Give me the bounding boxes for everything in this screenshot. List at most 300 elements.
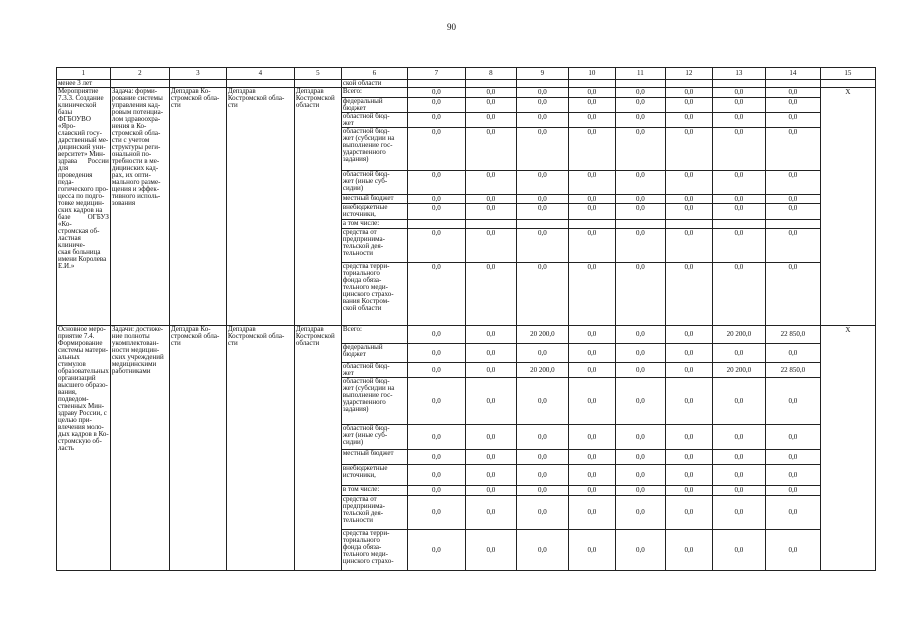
block1-value xyxy=(615,220,665,229)
block1-value xyxy=(712,113,765,128)
block1-value xyxy=(615,88,665,98)
block2-source-label-text: областной бюд- жет xyxy=(342,362,390,377)
block1-source-label xyxy=(341,229,407,263)
budget-table xyxy=(56,67,876,571)
block1-source-label xyxy=(341,204,407,220)
block2-value xyxy=(568,344,615,363)
block1-value xyxy=(712,171,765,195)
block2-value-text: 0,0 xyxy=(587,330,597,338)
block2-source-label-text: Всего: xyxy=(342,325,362,333)
block1-source-label xyxy=(341,171,407,195)
block1-value xyxy=(615,195,665,204)
block2-value xyxy=(516,496,568,530)
block1-value xyxy=(407,98,465,113)
block2-value xyxy=(665,496,712,530)
header-col-9 xyxy=(516,68,568,80)
block1-col3-text: Депздрав Ко- стромской обла- сти xyxy=(170,87,220,109)
continuation-cell-12 xyxy=(665,80,712,88)
page-number: 90 xyxy=(447,22,456,32)
block2-value-text: 0,0 xyxy=(684,330,694,338)
block2-source-label-text: внебюджетные источники, xyxy=(342,464,388,479)
block1-value xyxy=(615,229,665,263)
block2-value-text: 0,0 xyxy=(587,470,597,479)
block2-value-text: 0,0 xyxy=(486,486,496,494)
block2-value-text: 0,0 xyxy=(587,432,597,441)
block1-value-text: 0,0 xyxy=(788,128,798,136)
block1-col2-text: Задача: форми- рование системы управления кад- ровым потенциа- лом здравоохра- нения в Ко- стромской обла- сти с учетом структуры реги- ональной по- требности в ме- дицинских кад- рах, их опти- мального разме- щения и эффек- тивного исполь- зования xyxy=(111,87,164,207)
block2-value-text: 0,0 xyxy=(486,470,496,479)
block2-col1 xyxy=(57,326,111,571)
block2-value-text: 0,0 xyxy=(734,452,744,461)
continuation-cell-9 xyxy=(516,80,568,88)
block2-value-text: 0,0 xyxy=(788,396,798,405)
header-col-3-text: 3 xyxy=(196,69,200,77)
continuation-row xyxy=(57,80,876,88)
block2-value-text: 0,0 xyxy=(635,348,645,357)
block1-value xyxy=(516,113,568,128)
block2-value xyxy=(665,450,712,465)
block1-value xyxy=(665,263,712,326)
block1-value-text: 0,0 xyxy=(684,263,694,271)
block2-value-text: 0,0 xyxy=(788,545,798,554)
block1-value xyxy=(516,229,568,263)
block2-value xyxy=(712,425,765,450)
block1-value xyxy=(765,263,820,326)
header-col-3 xyxy=(169,68,226,80)
block1-value xyxy=(568,113,615,128)
block2-value xyxy=(568,450,615,465)
block2-col4-text: Депздрав Костромской обла- сти xyxy=(227,325,285,347)
block1-value xyxy=(568,229,615,263)
block1-value xyxy=(407,88,465,98)
block2-value xyxy=(465,425,516,450)
block2-value-text: 0,0 xyxy=(635,365,645,374)
block2-value xyxy=(568,326,615,344)
block1-value-text: 0,0 xyxy=(635,171,645,179)
block2-value xyxy=(765,450,820,465)
block1-value-text: 0,0 xyxy=(684,113,694,121)
block2-col2 xyxy=(110,326,169,571)
block1-source-label xyxy=(341,128,407,171)
block2-value xyxy=(568,378,615,425)
block1-value-text: 0,0 xyxy=(635,88,645,96)
header-col-2 xyxy=(110,68,169,80)
continuation-cell-10 xyxy=(568,80,615,88)
header-col-9-text: 9 xyxy=(540,69,545,77)
block2-col3-text: Депздрав Ко- стромской обла- сти xyxy=(170,325,220,347)
block2-value xyxy=(712,465,765,486)
block1-value xyxy=(712,204,765,220)
block1-value-text: 0,0 xyxy=(788,171,798,179)
block1-value xyxy=(765,171,820,195)
block2-source-label-text: в том числе: xyxy=(342,485,380,493)
block2-source-label xyxy=(341,486,407,496)
block2-value-text: 20 200,0 xyxy=(530,330,555,338)
block1-value-text: 0,0 xyxy=(486,263,496,271)
block2-value-text: 0,0 xyxy=(431,508,441,516)
block2-value xyxy=(765,486,820,496)
block1-value xyxy=(615,98,665,113)
block1-value xyxy=(465,88,516,98)
block2-value xyxy=(712,344,765,363)
block2-value-text: 0,0 xyxy=(734,396,744,405)
block2-value xyxy=(516,363,568,378)
block1-value-text: 0,0 xyxy=(788,98,798,106)
block1-source-label-text: Всего: xyxy=(342,87,362,95)
block2-value-text: 0,0 xyxy=(537,508,547,516)
block2-value xyxy=(568,465,615,486)
block2-col15-text: Х xyxy=(845,326,851,334)
block2-col1-text: Основное меро- приятие 7.4. Формирование системы матери- альных стимулов образовательных организаций высшего образо- вания, подведом- ственных Мин- здраву России, с целью при- влечения моло- дых кадров в Ко- стромскую об- ласть xyxy=(58,325,109,452)
block2-value xyxy=(407,326,465,344)
header-col-15-text: 15 xyxy=(844,69,852,77)
block1-value-text: 0,0 xyxy=(587,204,597,212)
block2-value xyxy=(665,465,712,486)
block1-value-text: 0,0 xyxy=(537,128,547,136)
block2-value-text: 0,0 xyxy=(486,432,496,441)
block2-value-text: 0,0 xyxy=(788,452,798,461)
block1-value xyxy=(765,220,820,229)
block2-value xyxy=(765,344,820,363)
block1-value xyxy=(615,128,665,171)
block1-value xyxy=(568,204,615,220)
block2-value-text: 0,0 xyxy=(587,396,597,405)
header-col-4 xyxy=(226,68,294,80)
block1-value-text: 0,0 xyxy=(788,204,798,212)
block1-value xyxy=(712,128,765,171)
block1-value-text: 0,0 xyxy=(684,98,694,106)
block2-value xyxy=(712,378,765,425)
block2-col5 xyxy=(294,326,341,571)
header-col-13 xyxy=(712,68,765,80)
block2-value xyxy=(665,425,712,450)
block2-value-text: 0,0 xyxy=(431,432,441,441)
block2-value xyxy=(712,496,765,530)
block2-value-text: 22 850,0 xyxy=(780,330,806,338)
block1-value-text: 0,0 xyxy=(486,88,496,96)
block2-value-text: 0,0 xyxy=(684,452,694,461)
block2-value-text: 0,0 xyxy=(635,396,645,405)
block1-value-text: 0,0 xyxy=(486,171,496,179)
block1-value xyxy=(465,195,516,204)
block1-source-label xyxy=(341,220,407,229)
block1-value-text: 0,0 xyxy=(734,263,744,271)
block1-value-text: 0,0 xyxy=(587,98,597,106)
block2-value xyxy=(665,378,712,425)
block1-value xyxy=(568,195,615,204)
block2-value xyxy=(407,363,465,378)
continuation-cell-8 xyxy=(465,80,516,88)
block2-value-text: 0,0 xyxy=(431,545,441,554)
block1-value xyxy=(665,220,712,229)
block2-source-label xyxy=(341,450,407,465)
block2-value-text: 0,0 xyxy=(431,348,441,357)
block1-col1-text: Мероприятие 7.3.3. Создание клинической базы ФГБОУВО «Яро- славский госу- дарственный ме- дицинский уни- верситет» Мин- здрава России для проведения педа- гогического про- цесса по подго- товке медицин- ских кадров на базе ОГБУЗ «Ко- стромская об- ластная клиниче- ская больница имени Королева Е.И.» xyxy=(58,87,109,270)
block1-value-text: 0,0 xyxy=(635,195,645,203)
block1-value-text: 0,0 xyxy=(537,229,547,237)
block1-value xyxy=(615,204,665,220)
block2-value xyxy=(712,363,765,378)
block2-value-text: 0,0 xyxy=(788,508,798,516)
block2-value xyxy=(407,425,465,450)
block2-value-text: 0,0 xyxy=(635,508,645,516)
header-col-14-text: 14 xyxy=(789,69,797,77)
block1-value-text: 0,0 xyxy=(431,204,441,212)
block1-col2 xyxy=(110,88,169,326)
block1-value xyxy=(465,263,516,326)
block1-value-text: 0,0 xyxy=(486,98,496,106)
block2-value xyxy=(516,326,568,344)
block1-value-text: 0,0 xyxy=(431,171,441,179)
block2-value xyxy=(465,363,516,378)
block2-value-text: 0,0 xyxy=(486,330,496,338)
block1-source-label-text: областной бюд- жет (субсидии на выполнение гос- ударственного задания) xyxy=(342,127,395,163)
block2-source-label xyxy=(341,496,407,530)
block1-value-text: 0,0 xyxy=(537,171,547,179)
block1-value-text: 0,0 xyxy=(587,113,597,121)
block2-value xyxy=(465,326,516,344)
block2-value-text: 0,0 xyxy=(431,452,441,461)
block1-source-label xyxy=(341,263,407,326)
block1-value-text: 0,0 xyxy=(635,229,645,237)
block1-value-text: 0,0 xyxy=(537,195,547,203)
block2-col4 xyxy=(226,326,294,571)
block2-value xyxy=(568,486,615,496)
header-col-5 xyxy=(294,68,341,80)
block1-value xyxy=(465,98,516,113)
block1-value xyxy=(568,171,615,195)
block1-source-label-text: местный бюджет xyxy=(342,194,394,202)
block1-value-text: 0,0 xyxy=(734,204,744,212)
block2-value xyxy=(665,344,712,363)
block2-value-text: 0,0 xyxy=(635,470,645,479)
block2-value xyxy=(765,425,820,450)
block1-value-text: 0,0 xyxy=(486,128,496,136)
block2-source-label xyxy=(341,465,407,486)
block1-col5 xyxy=(294,88,341,326)
header-col-10 xyxy=(568,68,615,80)
block1-value-text: 0,0 xyxy=(684,171,694,179)
block1-value xyxy=(712,229,765,263)
header-col-8-text: 8 xyxy=(489,69,493,77)
block1-value-text: 0,0 xyxy=(684,195,694,203)
continuation-cell-14 xyxy=(765,80,820,88)
block2-value xyxy=(407,496,465,530)
block1-value xyxy=(615,171,665,195)
block1-value-text: 0,0 xyxy=(788,229,798,237)
block1-value xyxy=(765,128,820,171)
block1-value xyxy=(516,263,568,326)
header-col-14 xyxy=(765,68,820,80)
block1-value-text: 0,0 xyxy=(587,171,597,179)
block1-value xyxy=(516,195,568,204)
block2-value xyxy=(465,378,516,425)
block2-value-text: 0,0 xyxy=(635,452,645,461)
block1-value-text: 0,0 xyxy=(734,195,744,203)
block2-value xyxy=(407,465,465,486)
block1-value xyxy=(465,171,516,195)
block1-value xyxy=(568,263,615,326)
block1-value-text: 0,0 xyxy=(635,98,645,106)
header-col-12-text: 12 xyxy=(685,69,693,77)
block2-value xyxy=(516,425,568,450)
block1-value-text: 0,0 xyxy=(587,88,597,96)
block2-value xyxy=(615,326,665,344)
block2-value xyxy=(765,465,820,486)
block2-value xyxy=(516,344,568,363)
block1-value-text: 0,0 xyxy=(587,263,597,271)
block1-value xyxy=(765,195,820,204)
block1-value xyxy=(712,88,765,98)
block2-value-text: 0,0 xyxy=(486,348,496,357)
block2-value xyxy=(665,326,712,344)
header-col-2-text: 2 xyxy=(138,69,142,77)
block2-value xyxy=(465,530,516,571)
block2-value xyxy=(615,496,665,530)
block2-value xyxy=(765,363,820,378)
block1-value-text: 0,0 xyxy=(537,263,547,271)
header-col-11-text: 11 xyxy=(636,69,644,77)
block2-value xyxy=(516,486,568,496)
block2-value-text: 0,0 xyxy=(486,365,496,374)
block1-value-text: 0,0 xyxy=(734,88,744,96)
block2-value xyxy=(568,363,615,378)
block2-value xyxy=(712,530,765,571)
block2-value-text: 0,0 xyxy=(684,486,694,494)
block1-source-label xyxy=(341,195,407,204)
block2-value-text: 0,0 xyxy=(587,365,597,374)
continuation-cell-3 xyxy=(169,80,226,88)
block2-value-text: 0,0 xyxy=(684,545,694,554)
block2-value xyxy=(516,465,568,486)
block2-value xyxy=(665,530,712,571)
block2-value xyxy=(615,465,665,486)
block2-source-label xyxy=(341,378,407,425)
continuation-cell-11 xyxy=(615,80,665,88)
block2-col15 xyxy=(820,326,875,571)
block1-value-text: 0,0 xyxy=(635,128,645,136)
header-col-7 xyxy=(407,68,465,80)
header-col-4-text: 4 xyxy=(258,69,263,77)
block2-value-text: 0,0 xyxy=(431,486,441,494)
header-col-1-text: 1 xyxy=(81,69,86,77)
block1-value-text: 0,0 xyxy=(486,204,496,212)
block2-value-text: 0,0 xyxy=(684,508,694,516)
block1-value-text: 0,0 xyxy=(788,195,798,203)
block1-value xyxy=(568,88,615,98)
header-col-10-text: 10 xyxy=(588,69,596,77)
block2-value-text: 0,0 xyxy=(734,470,744,479)
block2-source-label-text: средства терри- ториального фонда обяза- тельного меди- цинского страхо- xyxy=(342,529,394,565)
block1-source-label-text: областной бюд- жет (иные суб- сидии) xyxy=(342,170,390,192)
block2-source-label-text: федеральный бюджет xyxy=(342,343,383,358)
block2-value-text: 0,0 xyxy=(431,330,441,338)
block1-value xyxy=(516,204,568,220)
continuation-cell-15 xyxy=(820,80,875,88)
block2-source-label xyxy=(341,530,407,571)
block2-value-text: 0,0 xyxy=(788,486,798,494)
block2-value xyxy=(615,344,665,363)
block1-value xyxy=(407,195,465,204)
block1-source-label xyxy=(341,113,407,128)
block1-value xyxy=(465,204,516,220)
block1-value xyxy=(665,113,712,128)
block2-value xyxy=(407,486,465,496)
block2-value-text: 0,0 xyxy=(537,348,547,357)
block1-value-text: 0,0 xyxy=(734,128,744,136)
block1-value xyxy=(407,113,465,128)
block2-value-text: 0,0 xyxy=(635,486,645,494)
block2-value xyxy=(712,326,765,344)
block1-col1 xyxy=(57,88,111,326)
block1-value-text: 0,0 xyxy=(684,204,694,212)
block1-source-label-text: областной бюд- жет xyxy=(342,112,390,127)
block2-value xyxy=(407,378,465,425)
header-col-15 xyxy=(820,68,875,80)
block2-value xyxy=(516,378,568,425)
block2-value xyxy=(465,450,516,465)
block1-value-text: 0,0 xyxy=(635,204,645,212)
block2-value-text: 0,0 xyxy=(734,486,744,494)
block1-value xyxy=(465,220,516,229)
block2-value xyxy=(765,530,820,571)
block1-source-label-text: а том числе: xyxy=(342,219,380,227)
header-row xyxy=(57,68,876,80)
block2-value xyxy=(615,450,665,465)
block2-value xyxy=(465,486,516,496)
block2-value-text: 0,0 xyxy=(486,508,496,516)
continuation-cell-1 xyxy=(57,80,111,88)
continuation-cell-13 xyxy=(712,80,765,88)
block1-value xyxy=(407,229,465,263)
block2-value xyxy=(568,425,615,450)
block1-value-text: 0,0 xyxy=(587,195,597,203)
block1-value-text: 0,0 xyxy=(587,128,597,136)
block1-value xyxy=(765,229,820,263)
continuation-cell-2 xyxy=(110,80,169,88)
header-col-6 xyxy=(341,68,407,80)
block1-source-label xyxy=(341,88,407,98)
block1-value-text: 0,0 xyxy=(684,229,694,237)
block2-value xyxy=(665,486,712,496)
block1-source-label-text: средства от предпринима- тельской дея- тельности xyxy=(342,228,385,257)
block2-value xyxy=(407,344,465,363)
block1-value xyxy=(568,98,615,113)
block1-source-label xyxy=(341,98,407,113)
block2-value xyxy=(712,486,765,496)
block1-value xyxy=(712,195,765,204)
block2-value-text: 0,0 xyxy=(537,432,547,441)
block2-value-text: 0,0 xyxy=(684,396,694,405)
block2-value-text: 0,0 xyxy=(431,396,441,405)
block1-col3 xyxy=(169,88,226,326)
block1-value-text: 0,0 xyxy=(734,98,744,106)
block2-value-text: 0,0 xyxy=(537,396,547,405)
block2-col3 xyxy=(169,326,226,571)
block1-col5-text: Депздрав Костромской области xyxy=(295,87,335,109)
block2-source-label xyxy=(341,425,407,450)
block1-value xyxy=(765,113,820,128)
block1-value xyxy=(765,88,820,98)
block1-value-text: 0,0 xyxy=(788,263,798,271)
block1-value-text: 0,0 xyxy=(486,113,496,121)
block1-value xyxy=(407,204,465,220)
block1-row xyxy=(57,88,876,98)
block2-value-text: 0,0 xyxy=(537,545,547,554)
block2-value-text: 0,0 xyxy=(587,452,597,461)
block2-value-text: 0,0 xyxy=(431,365,441,374)
block2-value-text: 0,0 xyxy=(788,470,798,479)
